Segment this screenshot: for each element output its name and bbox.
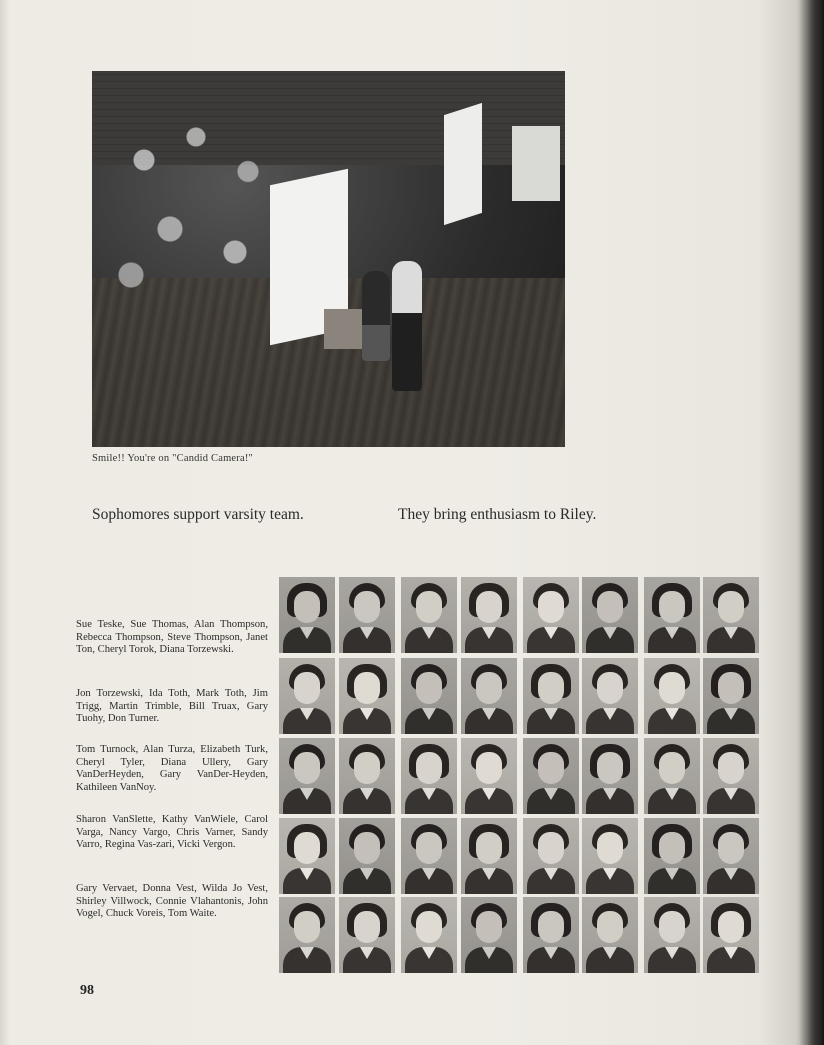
name-group-row-5: Gary Vervaet, Donna Vest, Wilda Jo Vest, Shirley Villwock, Connie Vlahantonis, John Vogel, Chuck Voreis, Tom Waite. [76,883,268,920]
portrait-face [354,672,380,704]
portrait-face [659,672,685,704]
student-portrait [461,897,517,973]
portrait-face [476,752,502,784]
student-portrait [279,897,335,973]
portrait-grid [279,577,761,973]
student-portrait [461,658,517,734]
photo-caption: Smile!! You're on "Candid Camera!" [92,453,254,464]
student-portrait [279,738,335,814]
student-portrait [523,738,579,814]
portrait-face [538,752,564,784]
portrait-face [659,832,685,864]
portrait-face [718,832,744,864]
student-portrait [461,818,517,894]
portrait-face [597,911,623,943]
portrait-face [416,752,442,784]
student-portrait [339,577,395,653]
portrait-row-1 [279,577,761,653]
portrait-face [538,591,564,623]
student-portrait [339,818,395,894]
portrait-face [718,911,744,943]
portrait-face [718,752,744,784]
portrait-row-3 [279,738,761,814]
portrait-face [538,672,564,704]
portrait-face [416,591,442,623]
student-portrait [582,818,638,894]
student-portrait [523,577,579,653]
student-portrait [461,577,517,653]
student-portrait [339,897,395,973]
portrait-face [476,672,502,704]
student-portrait [582,658,638,734]
student-portrait [339,738,395,814]
name-group-row-4: Sharon VanSlette, Kathy VanWiele, Carol Varga, Nancy Vargo, Chris Varner, Sandy Varro, Regina Vas-zari, Vicki Vergon. [76,814,268,851]
student-portrait [644,818,700,894]
name-group-row-2: Jon Torzewski, Ida Toth, Mark Toth, Jim Trigg, Martin Trimble, Bill Truax, Gary Tuohy, Don Turner. [76,688,268,725]
student-portrait [582,738,638,814]
portrait-face [354,832,380,864]
student-portrait [401,738,457,814]
portrait-face [354,591,380,623]
name-group-row-3: Tom Turnock, Alan Turza, Elizabeth Turk, Cheryl Tyler, Diana Ullery, Gary VanDerHeyden, Gary VanDer-Heyden, Kathileen VanNoy. [76,744,268,793]
student-portrait [703,897,759,973]
headline-right: They bring enthusiasm to Riley. [398,506,597,523]
student-portrait [279,818,335,894]
portrait-row-5 [279,897,761,973]
student-portrait [582,897,638,973]
portrait-face [294,672,320,704]
student-portrait [401,658,457,734]
student-portrait [401,818,457,894]
student-portrait [644,738,700,814]
student-portrait [279,658,335,734]
portrait-face [294,752,320,784]
student-portrait [703,818,759,894]
portrait-face [476,911,502,943]
photo-photographer [392,261,422,391]
portrait-face [416,832,442,864]
student-portrait [523,658,579,734]
student-portrait [644,577,700,653]
portrait-face [597,672,623,704]
student-portrait [644,658,700,734]
portrait-face [354,911,380,943]
portrait-face [597,752,623,784]
student-portrait [644,897,700,973]
student-portrait [339,658,395,734]
portrait-face [659,911,685,943]
student-portrait [703,658,759,734]
portrait-face [294,591,320,623]
portrait-face [718,672,744,704]
portrait-face [597,591,623,623]
portrait-face [538,911,564,943]
portrait-face [476,832,502,864]
student-portrait [523,818,579,894]
photo-backdrop-panel-far [444,103,482,225]
portrait-face [294,832,320,864]
candid-camera-photo [92,71,565,447]
student-portrait [582,577,638,653]
page-number: 98 [80,983,94,998]
student-portrait [523,897,579,973]
portrait-face [597,832,623,864]
portrait-face [718,591,744,623]
portrait-face [294,911,320,943]
portrait-face [538,832,564,864]
portrait-face [416,911,442,943]
book-binding-shadow [796,0,824,1045]
student-portrait [279,577,335,653]
student-portrait [703,738,759,814]
photo-seated-student [362,271,390,361]
student-portrait [703,577,759,653]
portrait-face [659,752,685,784]
student-portrait [401,577,457,653]
name-group-row-1: Sue Teske, Sue Thomas, Alan Thompson, Rebecca Thompson, Steve Thompson, Janet Ton, Cheryl Torok, Diana Torzewski. [76,619,268,656]
portrait-face [354,752,380,784]
portrait-face [659,591,685,623]
portrait-face [416,672,442,704]
portrait-row-2 [279,658,761,734]
portrait-row-4 [279,818,761,894]
photo-easel [512,126,560,201]
portrait-face [476,591,502,623]
headline-left: Sophomores support varsity team. [92,506,304,523]
student-portrait [461,738,517,814]
student-portrait [401,897,457,973]
